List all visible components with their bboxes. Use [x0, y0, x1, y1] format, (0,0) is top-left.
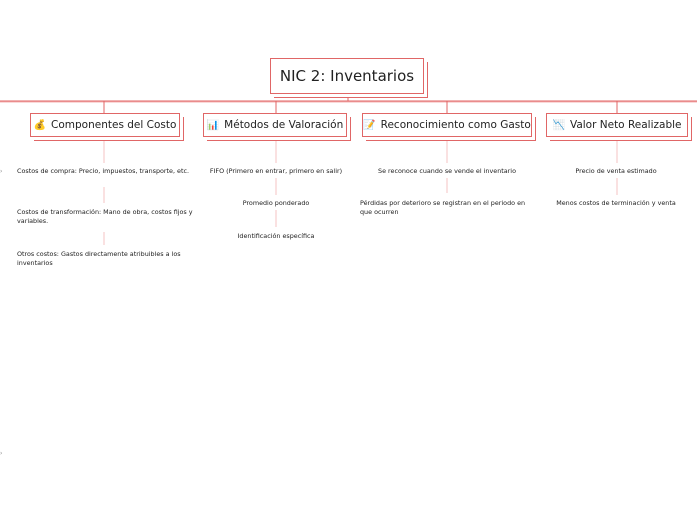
branch-label: Componentes del Costo: [51, 119, 177, 131]
leaf-item[interactable]: Pérdidas por deterioro se registran en el periodo en que ocurren: [360, 199, 526, 216]
branch-label: Métodos de Valoración: [224, 119, 344, 131]
chart-decreasing-icon: 📉: [552, 119, 565, 131]
root-node[interactable]: [270, 58, 424, 94]
leaf-item[interactable]: Se reconoce cuando se vende el inventario: [378, 167, 516, 175]
money-bag-icon: 💰: [33, 119, 47, 131]
memo-icon: 📝: [363, 119, 376, 131]
leaf-item[interactable]: Identificación específica: [237, 232, 315, 240]
edge-marker: ›: [0, 168, 3, 175]
branch-label: Valor Neto Realizable: [569, 119, 682, 131]
branch-metodos-de-valoracion[interactable]: [203, 113, 347, 137]
branch-componentes-del-costo[interactable]: [30, 113, 180, 137]
leaf-item[interactable]: Menos costos de terminación y venta: [556, 199, 676, 207]
leaf-item[interactable]: Promedio ponderado: [242, 199, 310, 207]
leaf-item[interactable]: Costos de transformación: Mano de obra, costos fijos y variables.: [17, 208, 193, 225]
edge-marker: ›: [0, 450, 3, 457]
leaf-item[interactable]: FIFO (Primero en entrar, primero en salir): [209, 167, 343, 175]
root-title: NIC 2: Inventarios: [279, 67, 415, 85]
leaf-item[interactable]: Costos de compra: Precio, impuestos, transporte, etc.: [17, 167, 190, 175]
leaf-item[interactable]: Precio de venta estimado: [575, 167, 657, 175]
bar-chart-icon: 📊: [206, 119, 220, 131]
leaf-item[interactable]: Otros costos: Gastos directamente atribuibles a los inventarios: [17, 250, 181, 267]
branch-valor-neto-realizable[interactable]: [546, 113, 688, 137]
branch-reconocimiento-como-gasto[interactable]: [362, 113, 532, 137]
branch-label: Reconocimiento como Gasto: [380, 119, 531, 131]
